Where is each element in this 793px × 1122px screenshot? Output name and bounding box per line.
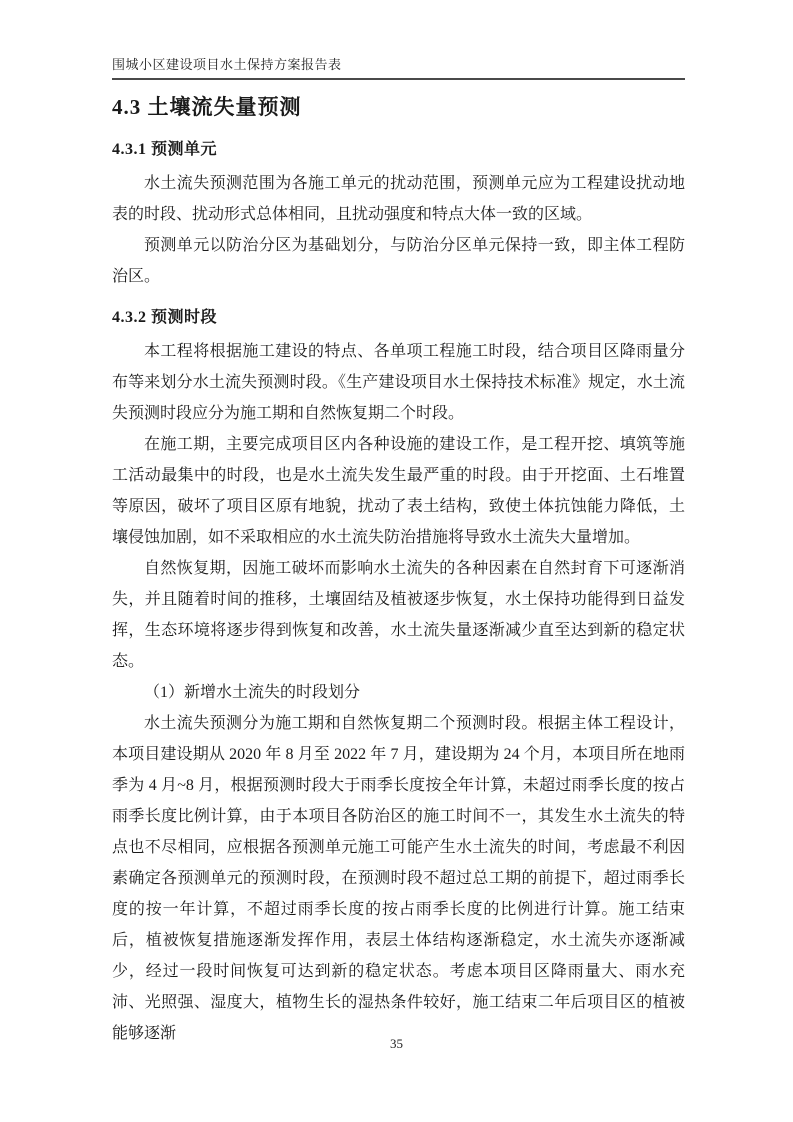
paragraph: 预测单元以防治分区为基础划分，与防治分区单元保持一致，即主体工程防治区。 xyxy=(112,237,685,285)
paragraph-list-item: （1）新增水土流失的时段划分 xyxy=(144,684,361,701)
document-content xyxy=(112,84,685,1049)
paragraph: 水土流失预测范围为各施工单元的扰动范围，预测单元应为工程建设扰动地表的时段、扰动形式总体相同，且扰动强度和特点大体一致的区域。 xyxy=(112,175,685,223)
page-number: 35 xyxy=(390,1036,403,1051)
running-header: 围城小区建设项目水土保持方案报告表 xyxy=(112,54,685,80)
subsection-heading-4-3-1: 4.3.1 预测单元 xyxy=(112,141,218,158)
paragraph: 水土流失预测分为施工期和自然恢复期二个预测时段。根据主体工程设计，本项目建设期从 2020 年 8 月至 2022 年 7 月，建设期为 24 个月，本项目所在地雨季为 4 月~8 月，根据预测时段大于雨季长度按全年计算，未超过雨季长度的按占雨季长度比例计算，由于本项目各防治区的施工时间不一，其发生水土流失的特点也不尽相同，应根据各预测单元施工可能产生水土流失的时间，考虑最不利因素确定各预测单元的预测时段，在预测时段不超过总工期的前提下，超过雨季长度的按一年计算，不超过雨季长度的按占雨季长度的比例进行计算。施工结束后，植被恢复措施逐渐发挥作用，表层土体结构逐渐稳定，水土流失亦逐渐减少，经过一段时间恢复可达到新的稳定状态。考虑本项目区降雨量大、雨水充沛、光照强、湿度大，植物生长的湿热条件较好，施工结束二年后项目区的植被能够逐渐 xyxy=(112,715,685,1042)
paragraph: 在施工期，主要完成项目区内各种设施的建设工作，是工程开挖、填筑等施工活动最集中的时段，也是水土流失发生最严重的时段。由于开挖面、土石堆置等原因，破坏了项目区原有地貌，扰动了表土结构，致使土体抗蚀能力降低，土壤侵蚀加剧，如不采取相应的水土流失防治措施将导致水土流失大量增加。 xyxy=(112,436,685,546)
subsection-heading-4-3-2: 4.3.2 预测时段 xyxy=(112,309,218,326)
paragraph: 自然恢复期，因施工破坏而影响水土流失的各种因素在自然封育下可逐渐消失，并且随着时间的推移，土壤固结及植被逐步恢复，水土保持功能得到日益发挥，生态环境将逐步得到恢复和改善，水土流失量逐渐减少直至达到新的稳定状态。 xyxy=(112,560,685,670)
section-title: 4.3 土壤流失量预测 xyxy=(112,95,302,119)
paragraph: 本工程将根据施工建设的特点、各单项工程施工时段，结合项目区降雨量分布等来划分水土流失预测时段。《生产建设项目水土保持技术标准》规定，水土流失预测时段应分为施工期和自然恢复期二个时段。 xyxy=(112,343,685,422)
